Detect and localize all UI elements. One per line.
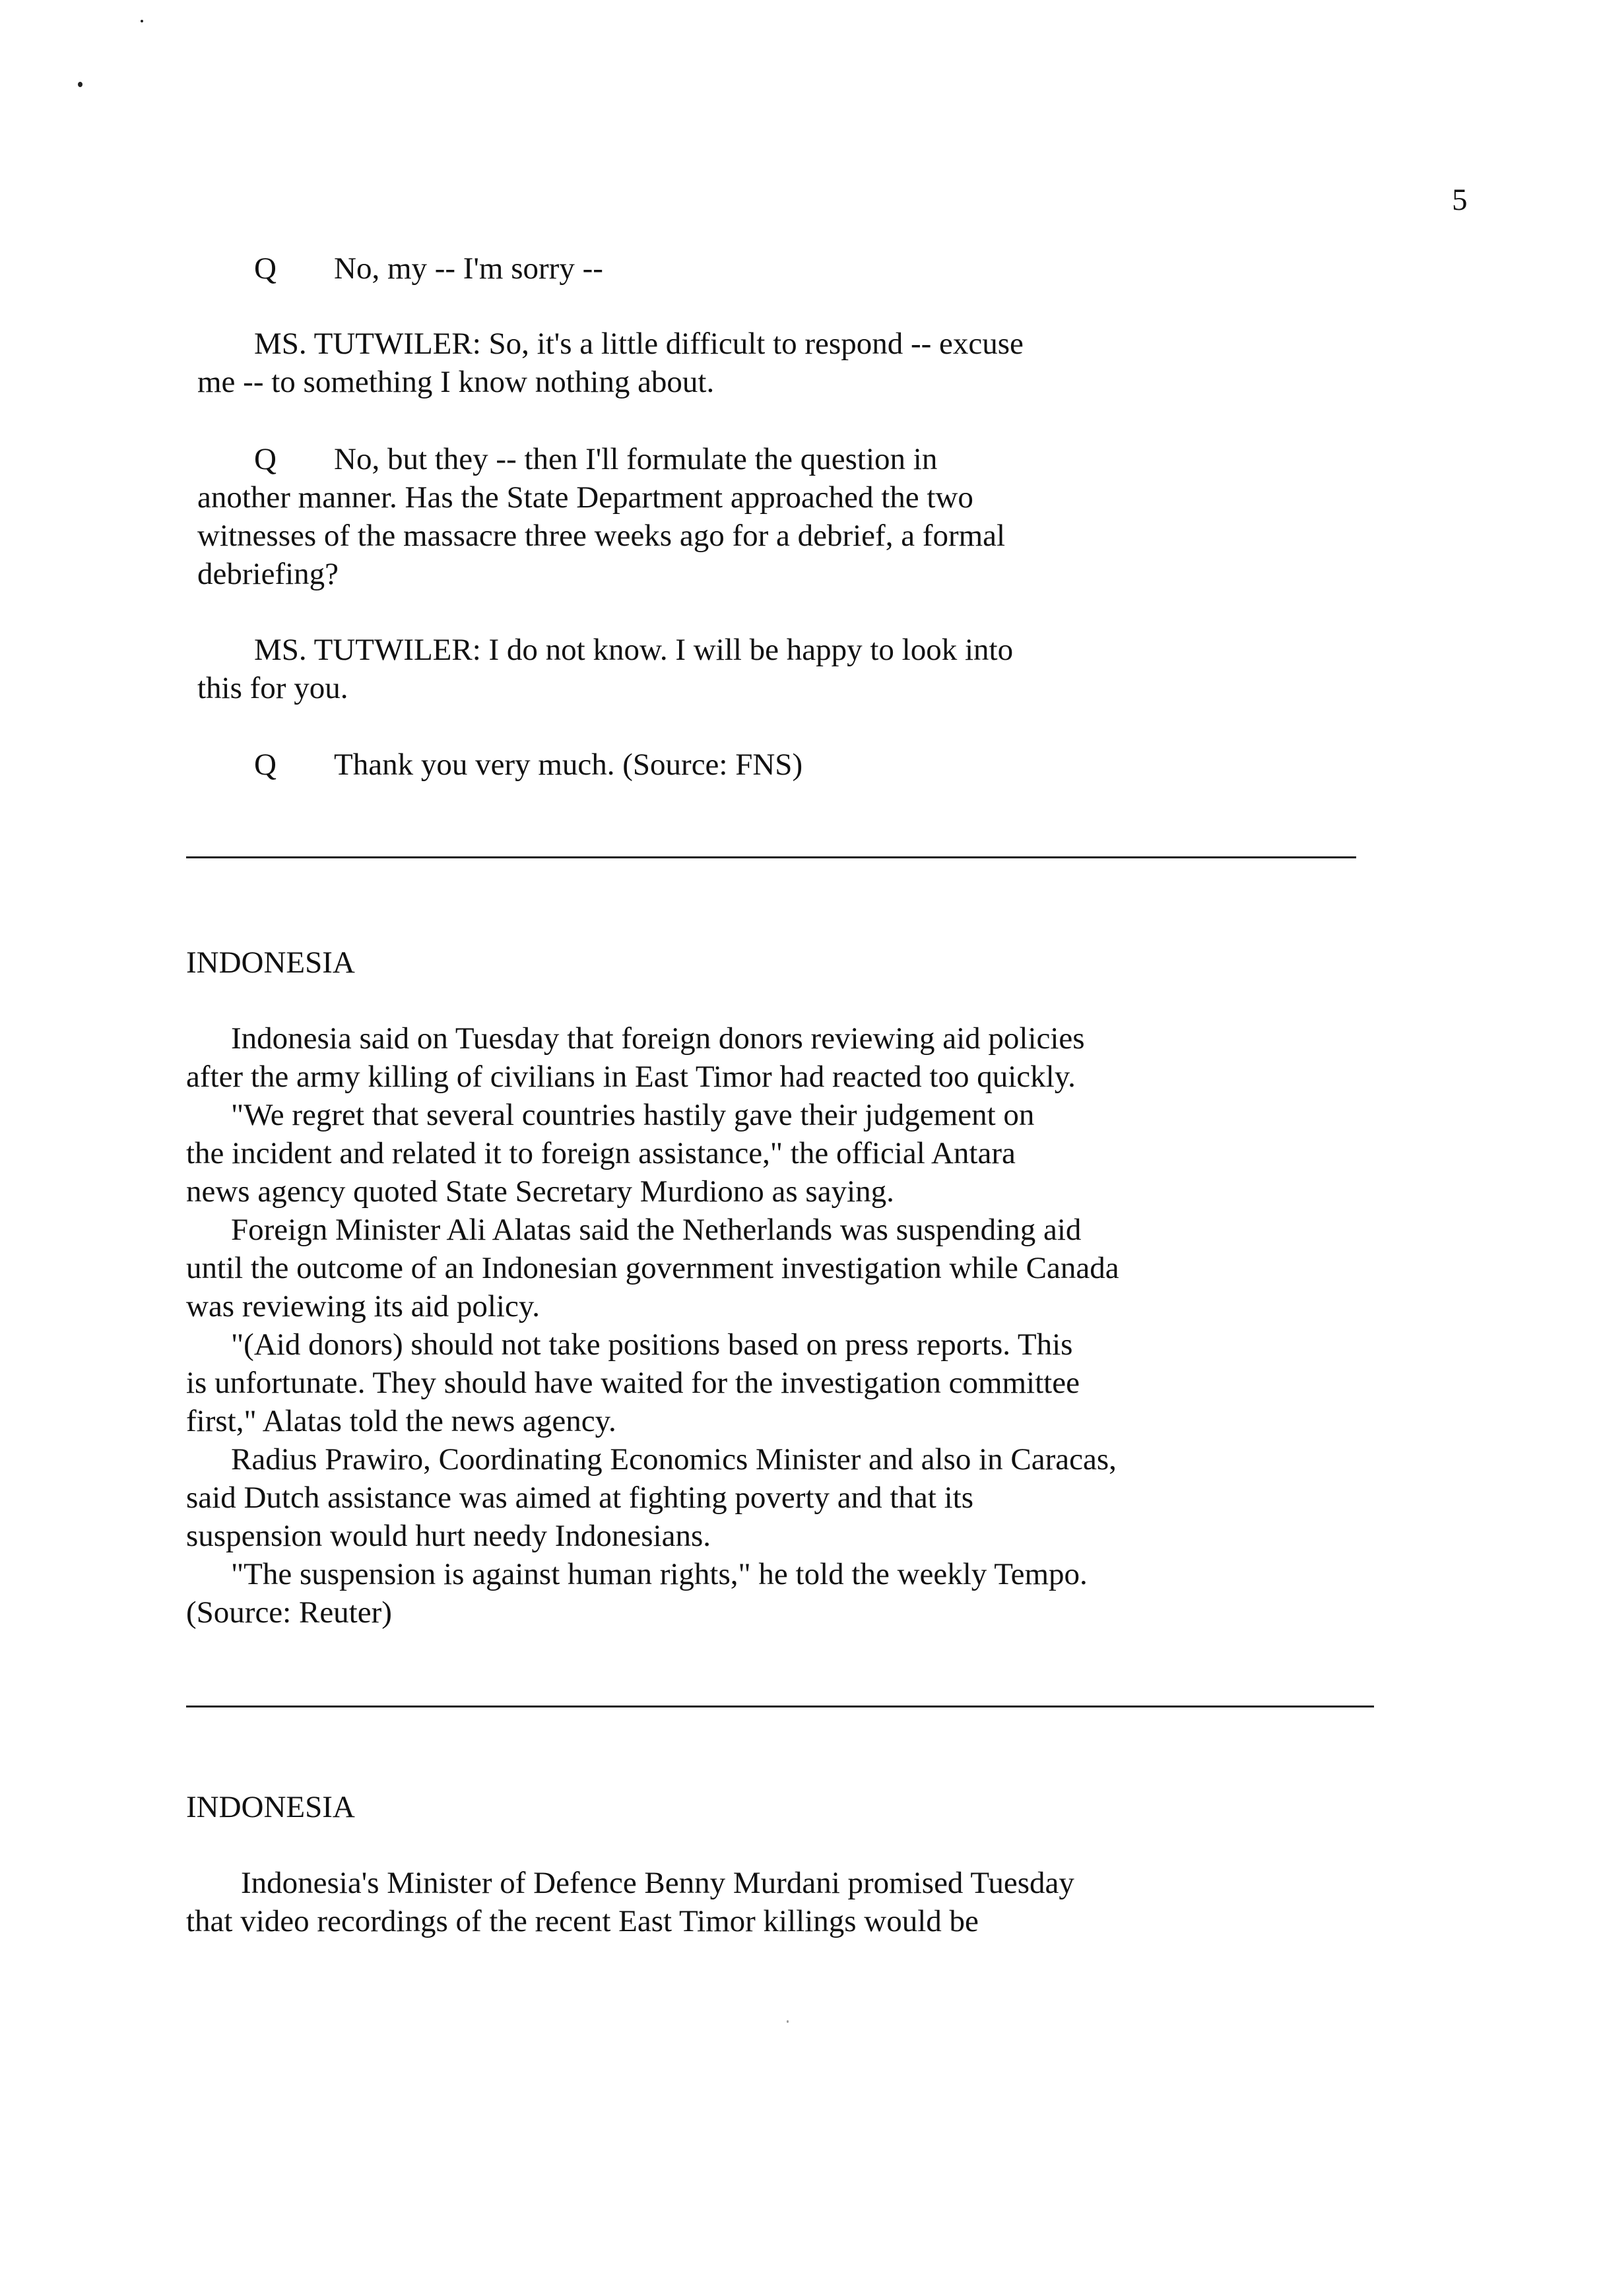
answer-text: me -- to something I know nothing about. [197,365,715,399]
article-line: Radius Prawiro, Coordinating Economics Minister and also in Caracas, [231,1442,1117,1477]
article-line: Indonesia's Minister of Defence Benny Murdani promised Tuesday [241,1866,1074,1900]
question-text: witnesses of the massacre three weeks ago for a debrief, a formal [197,519,1006,553]
article-line: (Source: Reuter) [186,1595,392,1630]
article-line: news agency quoted State Secretary Murdiono as saying. [186,1174,894,1209]
article-line: "The suspension is against human rights," he told the weekly Tempo. [231,1557,1088,1591]
article-line: the incident and related it to foreign assistance," the official Antara [186,1136,1016,1170]
answer-text: this for you. [197,671,348,705]
article-line: until the outcome of an Indonesian government investigation while Canada [186,1251,1119,1285]
answer-text: MS. TUTWILER: I do not know. I will be happy to look into [254,633,1014,667]
scan-speck [141,20,143,22]
section-heading: INDONESIA [186,1790,355,1824]
article-line: "(Aid donors) should not take positions based on press reports. This [231,1327,1073,1362]
scan-speck [787,2020,789,2023]
question-text: No, but they -- then I'll formulate the question in [334,442,938,476]
section-heading: INDONESIA [186,945,355,980]
question-marker: Q [254,748,277,782]
article-line: after the army killing of civilians in East Timor had reacted too quickly. [186,1060,1076,1094]
scan-speck [78,82,82,87]
article-line: Indonesia said on Tuesday that foreign donors reviewing aid policies [231,1021,1085,1056]
article-line: was reviewing its aid policy. [186,1289,540,1323]
article-line: that video recordings of the recent East Timor killings would be [186,1904,979,1938]
article-line: first," Alatas told the news agency. [186,1404,616,1438]
article-line: is unfortunate. They should have waited for the investigation committee [186,1366,1080,1400]
question-text: another manner. Has the State Department approached the two [197,480,973,515]
question-marker: Q [254,442,277,476]
answer-text: MS. TUTWILER: So, it's a little difficult to respond -- excuse [254,327,1024,361]
question-marker: Q [254,251,277,286]
question-text: debriefing? [197,557,339,591]
question-text: Thank you very much. (Source: FNS) [334,748,803,782]
article-line: "We regret that several countries hastily gave their judgement on [231,1098,1035,1132]
section-divider [186,1706,1374,1707]
article-line: Foreign Minister Ali Alatas said the Netherlands was suspending aid [231,1213,1082,1247]
question-text: No, my -- I'm sorry -- [334,251,603,286]
article-line: said Dutch assistance was aimed at fighting poverty and that its [186,1481,973,1515]
page-number: 5 [1452,183,1468,217]
article-line: suspension would hurt needy Indonesians. [186,1519,711,1553]
section-divider [186,856,1356,858]
